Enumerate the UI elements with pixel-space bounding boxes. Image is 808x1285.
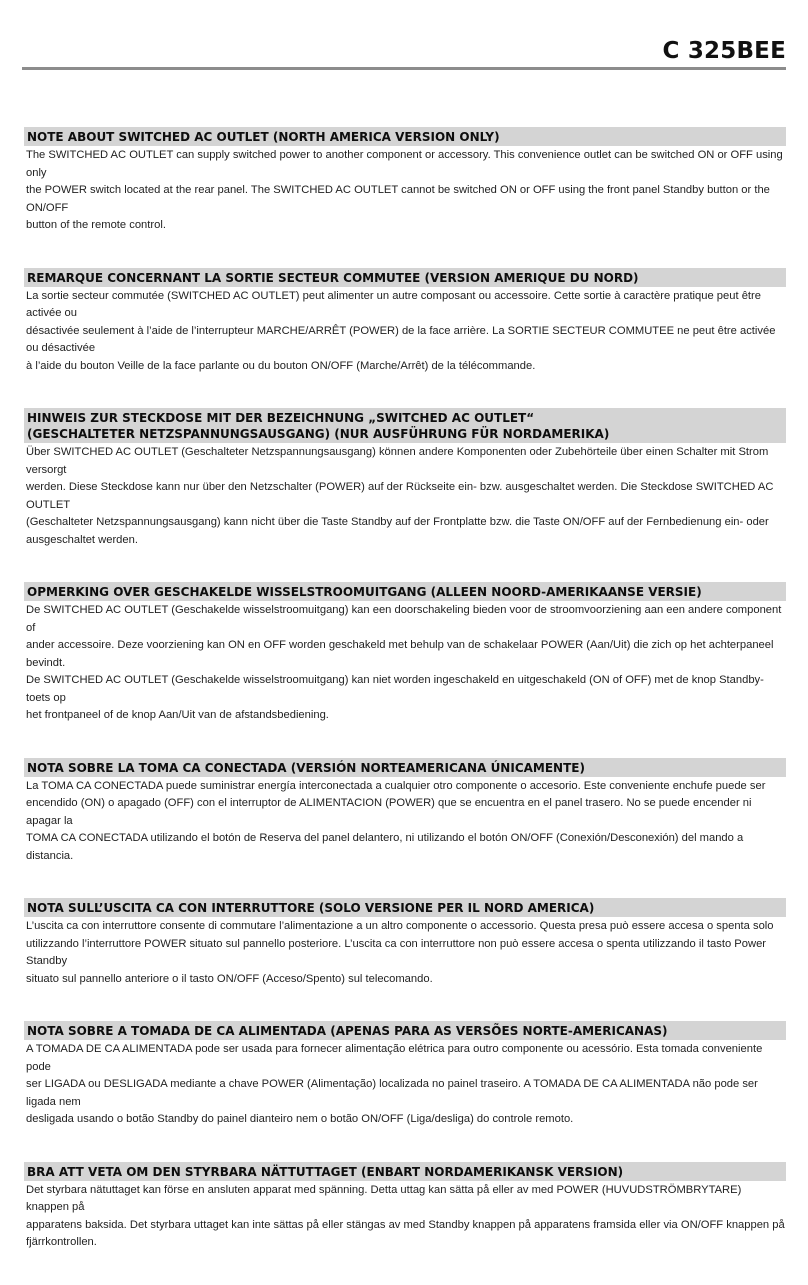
section-portuguese: [24, 1021, 786, 1129]
section-body: The SWITCHED AC OUTLET can supply switched power to another component or accessory. This convenience outlet can be switched ON or OFF using only the POWER switch located at the rear panel. The SWITCHED AC OUTLET cannot be switched ON or OFF using the front panel Standby button or the ON/OFF button of the remote control.: [26, 149, 783, 231]
section-french: [24, 268, 786, 376]
model-title: C 325BEE: [662, 38, 786, 64]
section-italian: [24, 898, 786, 988]
section-dutch: [24, 582, 786, 725]
header-divider: [22, 67, 786, 70]
section-heading: OPMERKING OVER GESCHAKELDE WISSELSTROOMUITGANG (ALLEEN NOORD-AMERIKAANSE VERSIE): [24, 582, 786, 601]
section-german: [24, 408, 786, 549]
section-body: A TOMADA DE CA ALIMENTADA pode ser usada para fornecer alimentação elétrica para outro componente ou acessório. Esta tomada conveniente pode ser LIGADA ou DESLIGADA mediante a chave POWER (Alimentação) localizada no painel traseiro. A TOMADA DE CA ALIMENTADA não pode ser ligada nem desligada usando o botão Standby do painel dianteiro nem o botão ON/OFF (Liga/desliga) do controle remoto.: [26, 1043, 763, 1125]
section-body: L’uscita ca con interruttore consente di commutare l’alimentazione a un altro componente o accessorio. Questa presa può essere accesa o spenta solo utilizzando l’interruttore POWER situato sul pannello posteriore. L’uscita ca con interruttore non può essere accesa o spenta utilizzando il tasto Power Standby situato sul pannello anteriore o il tasto ON/OFF (Acceso/Spento) sul telecomando.: [26, 920, 774, 985]
section-heading: HINWEIS ZUR STECKDOSE MIT DER BEZEICHNUNG „SWITCHED AC OUTLET“ (GESCHALTETER NETZSPANNUNGSAUSGANG) (NUR AUSFÜHRUNG FÜR NORDAMERIKA): [24, 408, 786, 443]
section-body: Über SWITCHED AC OUTLET (Geschalteter Netzspannungsausgang) können andere Komponenten oder Zubehörteile über einen Schalter mit Strom versorgt werden. Diese Steckdose kann nur über den Netzschalter (POWER) auf der Rückseite ein- bzw. ausgeschaltet werden. Die Steckdose SWITCHED AC OUTLET (Geschalteter Netzspannungsausgang) kann nicht über die Taste Standby auf der Frontplatte bzw. die Taste ON/OFF auf der Fernbedienung ein- oder ausgeschaltet werden.: [26, 446, 774, 546]
notice-sections: [24, 127, 786, 1285]
section-heading: NOTA SULL’USCITA CA CON INTERRUTTORE (SOLO VERSIONE PER IL NORD AMERICA): [24, 898, 786, 917]
section-heading: BRA ATT VETA OM DEN STYRBARA NÄTTUTTAGET (ENBART NORDAMERIKANSK VERSION): [24, 1162, 786, 1181]
section-spanish: [24, 758, 786, 866]
section-heading: NOTA SOBRE LA TOMA CA CONECTADA (VERSIÓN NORTEAMERICANA ÚNICAMENTE): [24, 758, 786, 777]
section-heading: NOTE ABOUT SWITCHED AC OUTLET (NORTH AMERICA VERSION ONLY): [24, 127, 786, 146]
section-heading: NOTA SOBRE A TOMADA DE CA ALIMENTADA (APENAS PARA AS VERSÕES NORTE-AMERICANAS): [24, 1021, 786, 1040]
section-body: Det styrbara nätuttaget kan förse en ansluten apparat med spänning. Detta uttag kan sätta på eller av med POWER (HUVUDSTRÖMBRYTARE) knappen på apparatens baksida. Det styrbara uttaget kan inte sättas på eller stängas av med Standby knappen på apparatens framsida eller via ON/OFF knappen på fjärrkontrollen.: [26, 1183, 785, 1248]
section-body: La TOMA CA CONECTADA puede suministrar energía interconectada a cualquier otro componente o accesorio. Este conveniente enchufe puede ser encendido (ON) o apagado (OFF) con el interruptor de ALIMENTACION (POWER) que se encuentra en el panel trasero. No se puede encender ni apagar la TOMA CA CONECTADA utilizando el botón de Reserva del panel delantero, ni utilizando el botón ON/OFF (Conexión/Desconexión) del mando a distancia.: [26, 779, 766, 862]
section-body: La sortie secteur commutée (SWITCHED AC OUTLET) peut alimenter un autre composant ou accessoire. Cette sortie à caractère pratique peut être activée ou désactivée seulement à l’aide de l’interrupteur MARCHE/ARRÊT (POWER) de la face arrière. La SORTIE SECTEUR COMMUTEE ne peut être activée ou désactivée à l’aide du bouton Veille de la face parlante ou du bouton ON/OFF (Marche/Arrêt) de la télécommande.: [26, 289, 776, 372]
section-body: De SWITCHED AC OUTLET (Geschakelde wisselstroomuitgang) kan een doorschakeling bieden voor de stroomvoorziening aan een andere component of ander accessoire. Deze voorziening kan ON en OFF worden geschakeld met behulp van de schakelaar POWER (Aan/Uit) die zich op het achterpaneel bevindt. De SWITCHED AC OUTLET (Geschakelde wisselstroomuitgang) kan niet worden ingeschakeld en uitgeschakeld (ON of OFF) met de knop Standby-toets op het frontpaneel of de knop Aan/Uit van de afstandsbediening.: [26, 604, 782, 721]
section-swedish: [24, 1162, 786, 1252]
section-english: [24, 127, 786, 235]
section-heading: REMARQUE CONCERNANT LA SORTIE SECTEUR COMMUTEE (VERSION AMERIQUE DU NORD): [24, 268, 786, 287]
